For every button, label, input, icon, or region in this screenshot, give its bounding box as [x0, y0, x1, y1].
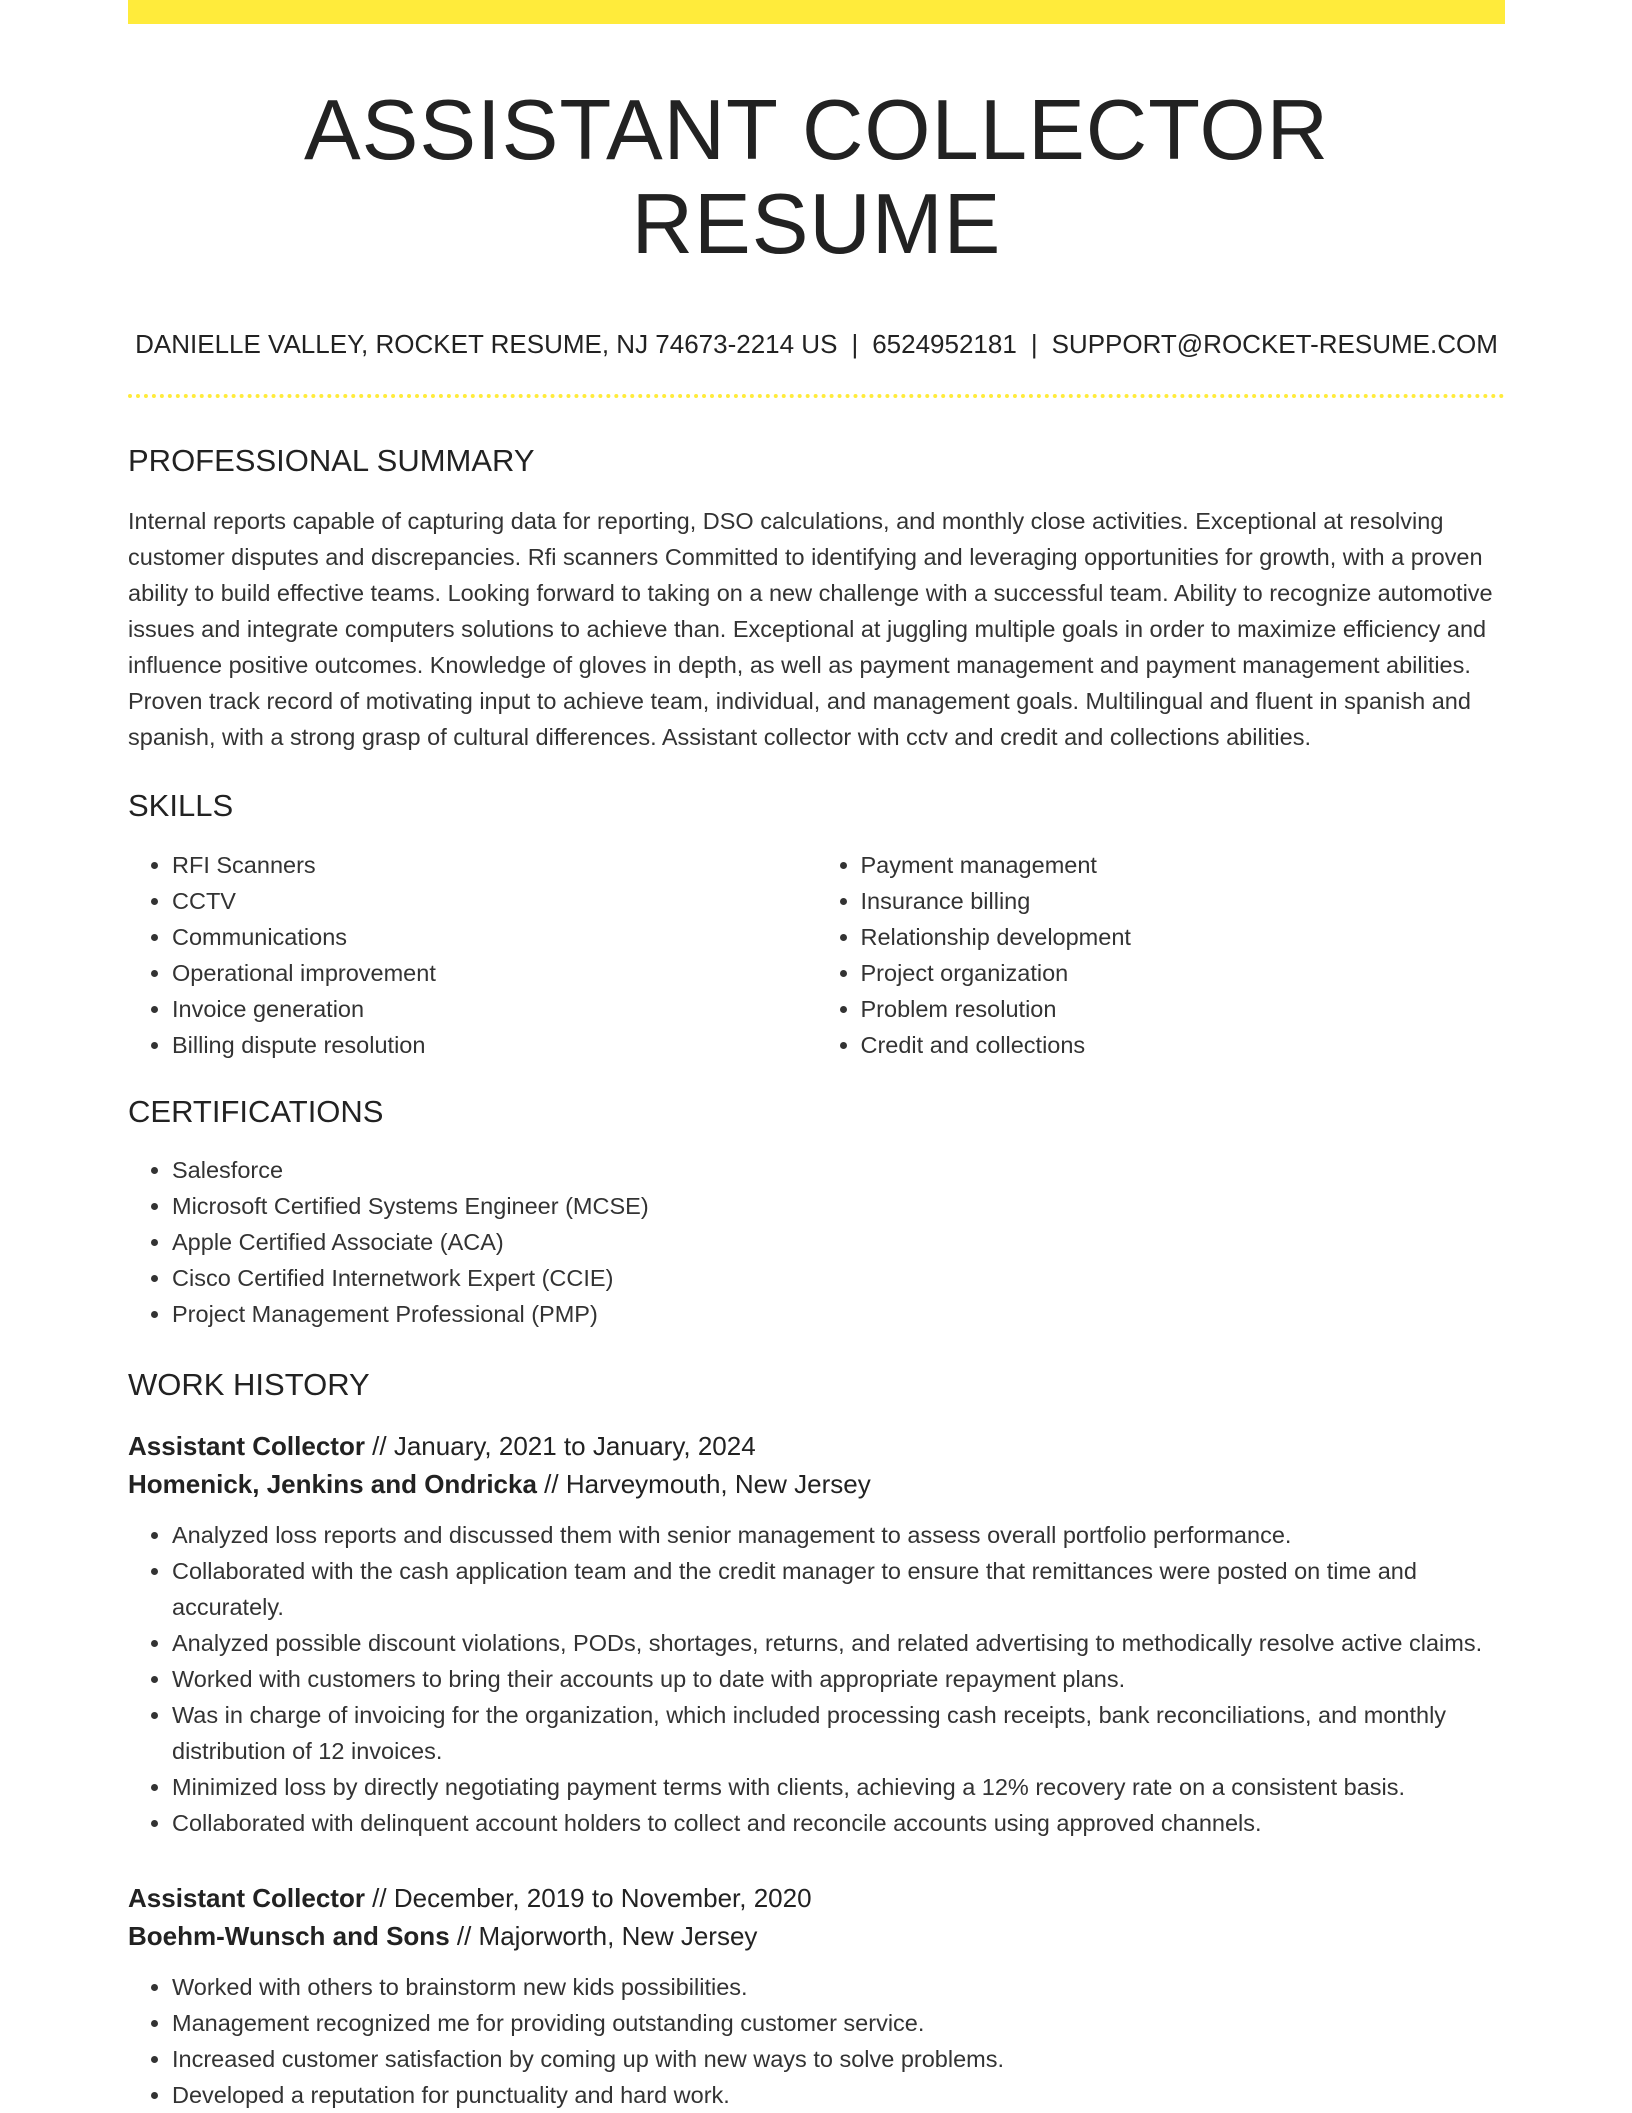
- skill-item: • CCTV: [172, 883, 817, 919]
- skills-grid: [128, 847, 1505, 1063]
- certification-item: • Cisco Certified Internetwork Expert (CCIE): [172, 1260, 1505, 1296]
- job-company-line: [128, 1465, 1505, 1503]
- skill-item: • Relationship development: [861, 919, 1506, 955]
- job-company-line: [128, 1917, 1505, 1955]
- job-bullet: • Worked with customers to bring their accounts up to date with appropriate repayment plans.: [172, 1661, 1505, 1697]
- job-bullet: • Increased customer satisfaction by coming up with new ways to solve problems.: [172, 2041, 1505, 2077]
- contact-address: DANIELLE VALLEY, ROCKET RESUME, NJ 74673-2214 US: [135, 329, 838, 359]
- contact-line: [128, 329, 1505, 360]
- certifications-list: [128, 1152, 1505, 1332]
- job-bullet: • Collaborated with the cash application team and the credit manager to ensure that remittances were posted on time and accurately.: [172, 1553, 1505, 1625]
- skill-item: • Credit and collections: [861, 1027, 1506, 1063]
- certification-item: • Apple Certified Associate (ACA): [172, 1224, 1505, 1260]
- job-bullet: • Collaborated with delinquent account holders to collect and reconcile accounts using approved channels.: [172, 1805, 1505, 1841]
- work-history-heading: WORK HISTORY: [128, 1366, 370, 1402]
- job-bullet: • Management recognized me for providing outstanding customer service.: [172, 2005, 1505, 2041]
- job-bullet: • Analyzed loss reports and discussed them with senior management to assess overall portfolio performance.: [172, 1517, 1505, 1553]
- job-company: Homenick, Jenkins and Ondricka: [128, 1468, 537, 1499]
- resume-page: [128, 0, 1505, 2113]
- skill-item: • Invoice generation: [172, 991, 817, 1027]
- job-location: // Harveymouth, New Jersey: [536, 1468, 871, 1499]
- job-bullet: • Minimized loss by directly negotiating payment terms with clients, achieving a 12% recovery rate on a consistent basis.: [172, 1769, 1505, 1805]
- certification-item: • Salesforce: [172, 1152, 1505, 1188]
- skills-section: [128, 787, 1505, 1062]
- job-title-line: [128, 1879, 1505, 1917]
- job-title-line: [128, 1427, 1505, 1465]
- job-bullet: • Worked with others to brainstorm new kids possibilities.: [172, 1969, 1505, 2005]
- summary-text: Internal reports capable of capturing data for reporting, DSO calculations, and monthly close activities. Exceptional at resolving customer disputes and discrepancies. Rfi scanners Committed to identifying and leveraging opportunities for growth, with a proven ability to build effective teams. Looking forward to taking on a new challenge with a successful team. Ability to recognize automotive issues and integrate computers solutions to achieve than. Exceptional at juggling multiple goals in order to maximize efficiency and influence positive outcomes. Knowledge of gloves in depth, as well as payment management and payment management abilities. Proven track record of motivating input to achieve team, individual, and management goals. Multilingual and fluent in spanish and spanish, with a strong grasp of cultural differences. Assistant collector with cctv and credit and collections abilities.: [128, 508, 1493, 751]
- skill-item: • Communications: [172, 919, 817, 955]
- skill-item: • Problem resolution: [861, 991, 1506, 1027]
- job-entry: [128, 1879, 1505, 2113]
- dotted-divider: [128, 394, 1505, 398]
- skill-item: • Payment management: [861, 847, 1506, 883]
- job-location: // Majorworth, New Jersey: [449, 1920, 758, 1951]
- resume-title: ASSISTANT COLLECTOR RESUME: [303, 83, 1330, 272]
- certification-item: • Project Management Professional (PMP): [172, 1296, 1505, 1332]
- job-bullets: [128, 1517, 1505, 1841]
- skills-column-right: [817, 847, 1506, 1063]
- skill-item: • Operational improvement: [172, 955, 817, 991]
- job-title: Assistant Collector: [128, 1430, 365, 1461]
- skills-column-left: [128, 847, 817, 1063]
- job-dates: // December, 2019 to November, 2020: [364, 1882, 812, 1913]
- summary-section: [128, 442, 1505, 755]
- work-history-section: [128, 1366, 1505, 2113]
- skill-item: • Project organization: [861, 955, 1506, 991]
- contact-separator: |: [851, 329, 859, 359]
- skill-item: • RFI Scanners: [172, 847, 817, 883]
- accent-top-bar: [128, 0, 1505, 24]
- job-bullet: • Developed a reputation for punctuality and hard work.: [172, 2077, 1505, 2113]
- summary-heading: PROFESSIONAL SUMMARY: [128, 443, 535, 479]
- contact-phone: 6524952181: [872, 329, 1017, 359]
- contact-separator: |: [1030, 329, 1038, 359]
- contact-email: SUPPORT@ROCKET-RESUME.COM: [1051, 329, 1498, 359]
- job-bullet: • Was in charge of invoicing for the organization, which included processing cash receipts, bank reconciliations, and monthly distribution of 12 invoices.: [172, 1697, 1505, 1769]
- job-bullets: [128, 1969, 1505, 2113]
- job-company: Boehm-Wunsch and Sons: [128, 1920, 450, 1951]
- job-dates: // January, 2021 to January, 2024: [364, 1430, 756, 1461]
- certifications-section: [128, 1093, 1505, 1332]
- certifications-heading: CERTIFICATIONS: [128, 1093, 384, 1129]
- certification-item: • Microsoft Certified Systems Engineer (MCSE): [172, 1188, 1505, 1224]
- skill-item: • Billing dispute resolution: [172, 1027, 817, 1063]
- skills-heading: SKILLS: [128, 788, 234, 824]
- skill-item: • Insurance billing: [861, 883, 1506, 919]
- job-entry: [128, 1427, 1505, 1841]
- job-bullet: • Analyzed possible discount violations, PODs, shortages, returns, and related advertising to methodically resolve active claims.: [172, 1625, 1505, 1661]
- job-title: Assistant Collector: [128, 1882, 365, 1913]
